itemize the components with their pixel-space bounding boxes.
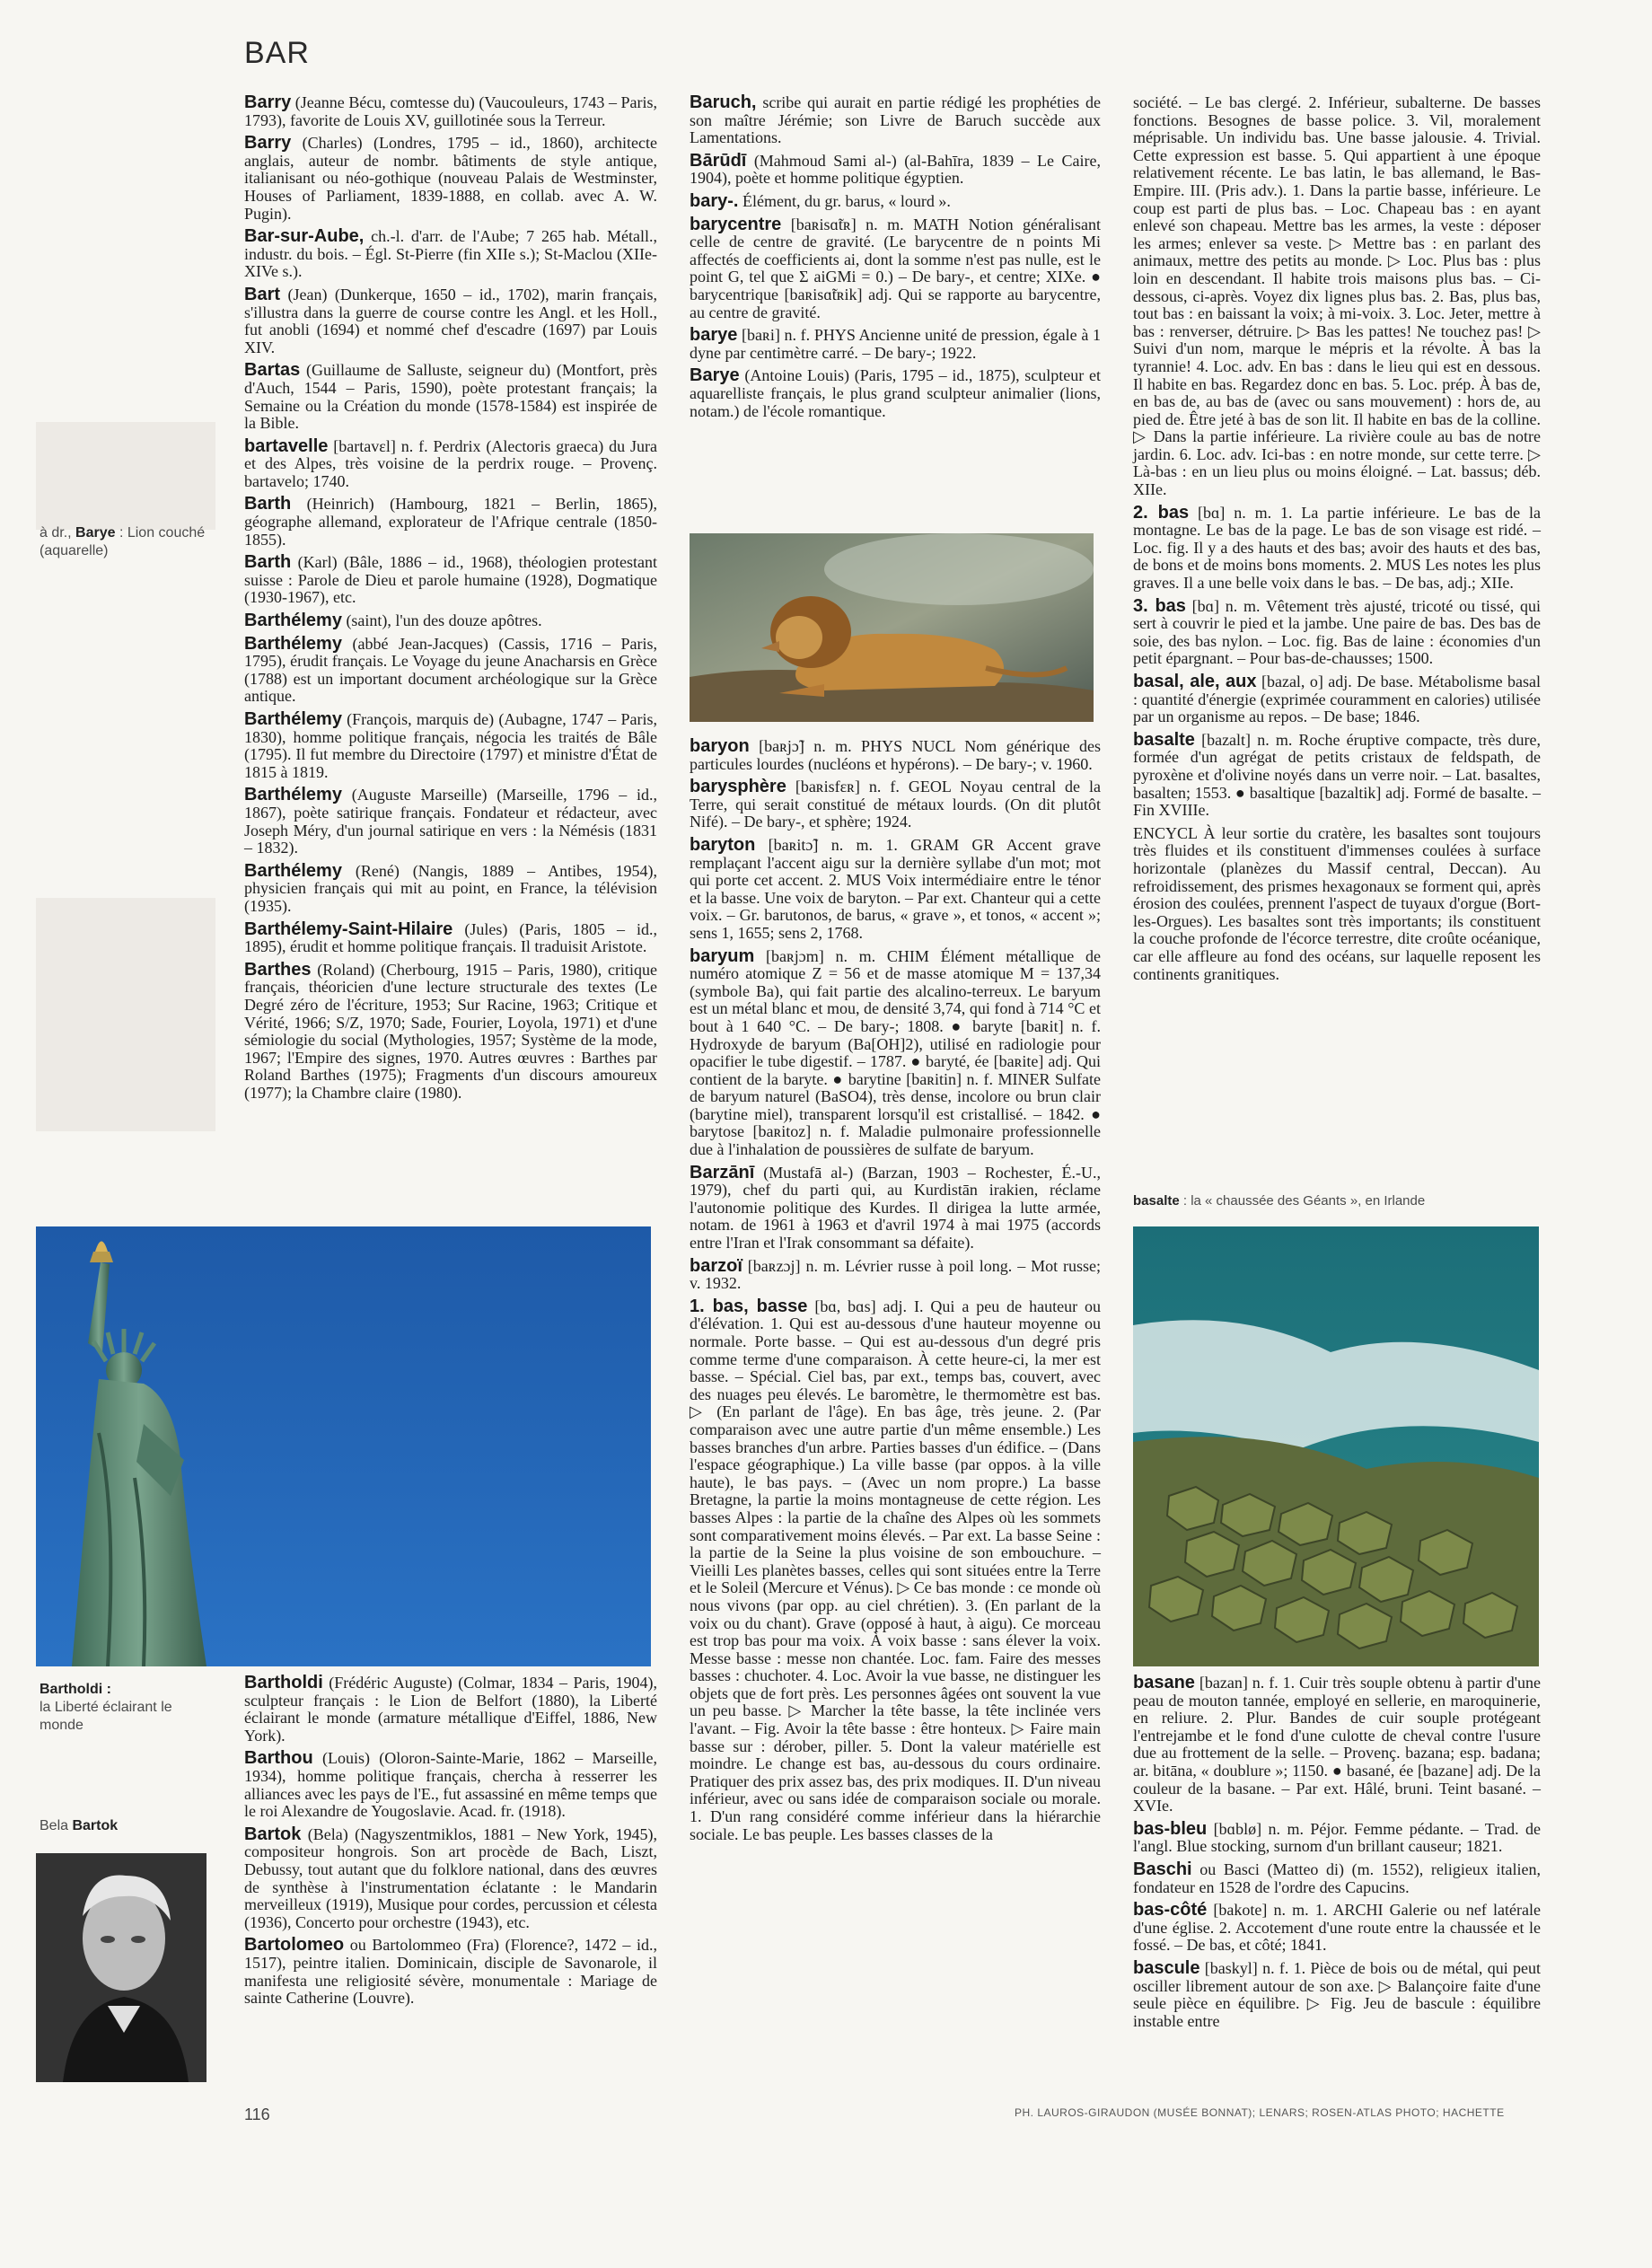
dictionary-entry	[244, 1937, 657, 2007]
dictionary-entry	[690, 367, 1101, 420]
entry-definition: [baskyl] n. f. 1. Pièce de bois ou de métal, qui peut osciller librement autour de son axe. ▷ Balançoire faite d'une seule pièce en équilibre. ▷ Fig. Jeu de bascule : équilibre instable entre	[1133, 1958, 1541, 2030]
statue-of-liberty-image	[36, 1226, 651, 1666]
entry-headword: Bartok	[244, 1824, 302, 1844]
entry-definition: (Frédéric Auguste) (Colmar, 1834 – Paris, 1904), sculpteur français : le Lion de Belfort (1880), la Liberté éclairant le monde (armature métallique d'Eiffel, 1886, New York).	[244, 1674, 657, 1745]
column-2-lower	[690, 738, 1101, 1849]
photo-credits: PH. LAUROS-GIRAUDON (MUSÉE BONNAT); LENARS; ROSEN-ATLAS PHOTO; HACHETTE	[1015, 2106, 1505, 2119]
entry-definition: (Jean) (Dunkerque, 1650 – id., 1702), marin français, s'illustra dans la guerre de course contre les Angl. et les Holl., fut anobli (1694) et nommé chef d'escadre (1697) par Louis XIV.	[244, 285, 657, 356]
entry-definition: (Bela) (Nagyszentmiklos, 1881 – New York, 1945), compositeur hongrois. Son art procède de Bach, Liszt, Debussy, tout autant que du folklore national, dans des œuvres de synthèse à l'instrumentation éclatante : le Mandarin merveilleux (1919), Musique pour cordes, percussion et célesta (1936), Concerto pour orchestre (1943), etc.	[244, 1824, 657, 1931]
entry-headword: Barry	[244, 92, 292, 112]
giants-causeway-image	[1133, 1226, 1539, 1666]
dictionary-entry	[1133, 1675, 1541, 1815]
entry-headword: baryton	[690, 834, 756, 855]
dictionary-entry	[1133, 1957, 1541, 2030]
column-2	[690, 94, 1101, 426]
dictionary-entry	[244, 711, 657, 781]
dictionary-entry	[1133, 825, 1541, 983]
entry-definition: [baʀisfɛʀ] n. f. GEOL Noyau central de la Terre, qui serait constitué de métaux lourds. (On dit plutôt Nifé). – De bary-, et sphère; 1924.	[690, 778, 1101, 831]
entry-headword: Barthélemy	[244, 633, 342, 654]
entry-definition: scribe qui aurait en partie rédigé les prophéties de son maître Jérémie; son Livre de Baruch succède aux Lamentations.	[690, 93, 1101, 147]
entry-definition: (Guillaume de Salluste, seigneur du) (Montfort, près d'Auch, 1544 – Paris, 1590), poète protestant français; la Semaine ou la Création du monde (1578-1584) est inspirée de la Bible.	[244, 361, 657, 433]
dictionary-entry	[690, 216, 1101, 322]
entry-headword: Barthélemy	[244, 709, 342, 729]
entry-definition: (Heinrich) (Hambourg, 1821 – Berlin, 1865), géographe allemand, explorateur de l'Afrique centrale (1850-1855).	[244, 495, 657, 549]
dictionary-entry	[244, 435, 657, 491]
entry-headword: Bartas	[244, 360, 301, 381]
entry-definition: [bɑ] n. m. 1. La partie inférieure. Le bas de la montagne. Le bas de la page. Le bas de son visage est ridé. – Loc. fig. Il y a des hauts et des bas; avoir des hauts et des bas, de bons et de moins bons moments. 2. MUS Les notes les plus graves. Il a une belle voix dans le bas. – De bas, adj.; XIIe.	[1133, 503, 1541, 593]
column-3	[1133, 94, 1541, 989]
entry-headword: Bārūdī	[690, 150, 747, 171]
caption-basalte: basalte : la « chaussée des Géants », en Irlande	[1133, 1193, 1426, 1209]
entry-definition: (Auguste Marseille) (Marseille, 1796 – id., 1867), poète satirique français. Fondateur et rédacteur, avec Joseph Méry, d'un journal satirique en vers : la Némésis (1831 – 1832).	[244, 786, 657, 857]
entry-headword: Barth	[244, 494, 292, 514]
entry-definition: [bazal, o] adj. De base. Métabolisme basal : quantité d'énergie (exprimée couramment en calories) utilisée par un organisme au repos. – De base; 1846.	[1133, 672, 1542, 726]
entry-definition: [bakote] n. m. 1. ARCHI Galerie ou nef latérale d'une église. 2. Accotement d'une route entre la chaussée et le fossé. – De bas, et côté; 1841.	[1133, 1901, 1541, 1955]
entry-headword: 2. bas	[1133, 502, 1190, 523]
dictionary-entry	[244, 921, 657, 956]
entry-headword: Baschi	[1133, 1859, 1192, 1879]
page-header: BAR	[244, 36, 310, 70]
entry-headword: basal, ale, aux	[1133, 672, 1257, 691]
dictionary-entry	[1133, 502, 1541, 593]
dictionary-entry	[1133, 595, 1542, 668]
dictionary-entry	[244, 554, 657, 607]
caption-barye: à dr., Barye : Lion couché (aquarelle)	[40, 525, 206, 558]
dictionary-entry	[244, 228, 657, 281]
dictionary-entry	[1133, 1818, 1541, 1856]
barye-lion-painting-image	[690, 533, 1094, 722]
entry-definition: [bazalt] n. m. Roche éruptive compacte, très dure, formée d'un agrégat de petits cristaux de feldspath, de pyroxène et d'olivine noyés dans un verre noir. – Lat. basaltes, basalten; 1553. ● basaltique [bazaltik] adj. Formé de basalte. – Fin XVIIIe.	[1133, 730, 1541, 820]
entry-headword: Barthélemy-Saint-Hilaire	[244, 919, 453, 939]
entry-headword: bascule	[1133, 1957, 1200, 1978]
entry-headword: Barthes	[244, 959, 312, 980]
entry-headword: Bartholdi	[244, 1673, 323, 1692]
entry-definition: (saint), l'un des douze apôtres.	[341, 611, 542, 630]
entry-definition: (abbé Jean-Jacques) (Cassis, 1716 – Paris, 1795), érudit français. Le Voyage du jeune Anacharsis en Grèce (1788) est un important document archéologique sur la Grèce antique.	[244, 634, 657, 706]
dictionary-entry	[690, 327, 1101, 362]
dictionary-entry	[1133, 673, 1541, 726]
entry-headword: Bar-sur-Aube,	[244, 226, 365, 247]
entry-headword: Barzānī	[690, 1162, 755, 1182]
entry-definition: (Mahmoud Sami al-) (al-Bahīra, 1839 – Le Caire, 1904), poète et homme politique égyptien.	[690, 151, 1101, 188]
entry-headword: basalte	[1133, 729, 1195, 750]
dictionary-entry	[244, 1750, 657, 1820]
entry-definition: [baʀjɔ̃] n. m. PHYS NUCL Nom générique des particules lourdes (nucléons et hypérons). – De bary-; v. 1960.	[690, 737, 1101, 773]
entry-definition: [bɑblø] n. m. Péjor. Femme pédante. – Trad. de l'angl. Blue stocking, surnom d'un brillant causeur; 1821.	[1133, 1819, 1541, 1856]
entry-definition: ou Bartolommeo (Fra) (Florence?, 1472 – id., 1517), peintre italien. Dominicain, disciple de Savonarole, il manifesta une religiosité sévère, monumentale : Mariage de sainte Catherine (Louvre).	[244, 1936, 657, 2008]
entry-definition: (Jeanne Bécu, comtesse du) (Vaucouleurs, 1743 – Paris, 1793), favorite de Louis XV, guillotinée sous la Terreur.	[244, 93, 657, 129]
dictionary-entry	[1133, 1861, 1541, 1896]
entry-headword: Baruch,	[690, 92, 757, 112]
entry-definition: [bazan] n. f. 1. Cuir très souple obtenu à partir d'une peau de mouton tannée, employé en sellerie, en maroquinerie, en reliure. 2. Plur. Bandes de cuir souple protégeant l'entrejambe et le fond d'une culotte de cheval contre l'usure due au frottement de la selle. – Provenç. bazana; esp. badana; ar. bitāna, « doublure »; 1150. ● basané, ée [bazane] adj. De la couleur de la basane. – Par ext. Hâlé, bruni. Teint basané. – XVIe.	[1133, 1674, 1541, 1815]
dictionary-entry	[244, 94, 657, 129]
dictionary-entry	[244, 860, 657, 916]
entry-definition: [baʀitɔ̃] n. m. 1. GRAM GR Accent grave remplaçant l'accent aigu sur la dernière syllabe d'un mot; mot qui porte cet accent. 2. MUS Voix intermédiaire entre le ténor et la basse. Une voix de baryton. – Par ext. Chanteur qui a cette voix. – Gr. barutonos, de barus, « grave », et tonos, « accent »; sens 1, 1655; sens 2, 1768.	[690, 835, 1101, 942]
dictionary-entry	[690, 1255, 1101, 1293]
dictionary-entry	[244, 286, 657, 356]
page-number: 116	[244, 2105, 270, 2123]
entry-headword: Bart	[244, 284, 281, 304]
entry-definition: ou Basci (Matteo di) (m. 1552), religieux italien, fondateur en 1528 de l'ordre des Capucins.	[1133, 1859, 1541, 1896]
entry-headword: barycentre	[690, 214, 782, 234]
bleed-through-shadow	[36, 898, 215, 1131]
column-1	[244, 94, 657, 1107]
entry-definition: ENCYCL À leur sortie du cratère, les basaltes sont toujours très fluides et ils constituent d'immenses coulées à surface horizontale (planèzes du Massif central, Deccan). Au refroidissement, des prismes hexagonaux se forment qui, après érosion des coulées, prennent l'aspect de tuyaux d'orgue (Bort-les-Orgues). Les basaltes sont très importants; ils constituent la couche profonde de l'écorce terrestre, dite croûte océanique, car elle affleure au fond des océans, sur laquelle reposent les continents granitiques.	[1133, 823, 1541, 983]
entry-definition: Élément, du gr. barus, « lourd ».	[738, 191, 951, 210]
bleed-through-shadow	[36, 422, 215, 530]
dictionary-entry	[690, 945, 1101, 1159]
entry-headword: barysphère	[690, 777, 786, 797]
dictionary-entry	[690, 94, 1101, 147]
dictionary-entry	[244, 1675, 657, 1745]
entry-definition: [baʀi] n. f. PHYS Ancienne unité de pression, égale à 1 dyne par centimètre carré. – De bary-; 1922.	[690, 326, 1101, 362]
dictionary-entry	[690, 1298, 1101, 1843]
entry-headword: bas-côté	[1133, 1900, 1208, 1921]
entry-definition: (René) (Nangis, 1889 – Antibes, 1954), physicien français qui mit au point, en France, la télévision (1935).	[244, 861, 657, 915]
dictionary-entry	[244, 633, 657, 706]
bartok-portrait-image	[36, 1853, 206, 2082]
dictionary-entry	[244, 787, 657, 857]
entry-definition: (Louis) (Oloron-Sainte-Marie, 1862 – Marseille, 1934), homme politique français, chercha à resserrer les alliances avec les pays de l'E., fut assassiné en même temps que le roi Alexandre de Yougoslavie. Acad. fr. (1918).	[244, 1749, 657, 1821]
dictionary-entry	[690, 778, 1101, 831]
entry-headword: barye	[690, 325, 738, 346]
entry-headword: Barthou	[244, 1748, 313, 1769]
dictionary-entry	[244, 959, 657, 1103]
dictionary-entry	[690, 834, 1101, 943]
caption-bartok: Bela Bartok	[40, 1818, 119, 1833]
dictionary-entry	[244, 612, 657, 630]
entry-headword: 1. bas, basse	[690, 1296, 808, 1316]
dictionary-entry	[244, 362, 657, 432]
dictionary-entry	[690, 738, 1101, 773]
dictionary-entry	[690, 190, 1101, 211]
entry-headword: Barye	[690, 365, 740, 386]
entry-headword: basane	[1133, 1673, 1195, 1692]
entry-definition: (Jules) (Paris, 1805 – id., 1895), érudit et homme politique français. Il traduisit Aristote.	[244, 919, 657, 956]
entry-definition: [bɑ] n. m. Vêtement très ajusté, tricoté ou tissé, qui sert à couvrir le pied et la jambe. Une paire de bas. Des bas de soie, des bas nylon. – Loc. fig. Bas de laine : économies d'un petit épargnant. – Pour bas-de-chausses; 1500.	[1133, 596, 1542, 668]
entry-definition: ch.-l. d'arr. de l'Aube; 7 265 hab. Métall., industr. du bois. – Égl. St-Pierre (fin XIIe s.); St-Maclou (XIIe-XIVe s.).	[244, 227, 657, 281]
entry-definition: [baʀzɔj] n. m. Lévrier russe à poil long. – Mot russe; v. 1932.	[690, 1256, 1101, 1293]
entry-headword: baryum	[690, 945, 755, 966]
dictionary-entry	[690, 1162, 1101, 1253]
entry-headword: bas-bleu	[1133, 1818, 1208, 1839]
entry-headword: bary-.	[690, 190, 739, 211]
column-3-lower	[1133, 1675, 1541, 2035]
dictionary-entry	[1133, 94, 1541, 499]
entry-definition: [bɑ, bɑs] adj. I. Qui a peu de hauteur ou d'élévation. 1. Qui est au-dessous d'une hauteur moyenne ou normale. Porte basse. – Qui est au-dessous d'un degré pris comme terme d'une comparaison. À cette heure-ci, la mer est basse. – Spécial. Ciel bas, par ext., temps bas, couvert, avec des nuages peu élevés. Le baromètre, le thermomètre est bas. ▷ (En parlant de l'âge). En bas âge, très jeune. 2. (Par comparaison avec une autre partie d'un même ensemble.) Les basses branches d'un arbre. Parties basses d'un édifice. – (Dans l'espace géographique.) La ville basse (par oppos. à la ville haute), le bas pays. – (Avec un nom propre.) La basse Bretagne, la partie la moins montagneuse de cette région. Les basses Alpes : la partie de la chaîne des Alpes où les sommets sont comparativement moins élevés. – Par ext. La basse Seine : la partie de la Seine la plus voisine de son embouchure. – Vieilli Les planètes basses, celles qui sont situées entre la Terre et le Soleil (Mercure et Vénus). ▷ Ce bas monde : ce monde où nous vivons (par opp. au ciel chrétien). 3. (En parlant de la voix ou du chant). Grave (opposé à haut, à aigu). Ce morceau est trop bas pour ma voix. À voix basse : sans élever la voix. Messe basse : messe non chantée. Loc. fam. Faire des messes basses : chuchoter. 4. Loc. Avoir la vue basse, ne distinguer les objets que de fort près. Les personnes âgées ont souvent la vue un peu basse. ▷ Marcher la tête basse, la tête inclinée vers l'avant. – Fig. Avoir la tête basse : être honteux. ▷ Faire main basse sur : dérober, piller. 5. Dont la valeur matérielle est moindre. Le change est bas, au-dessous du cours ordinaire. Pratiquer des prix assez bas, des prix modiques. II. D'un niveau inférieur, avec ou sans idée de comparaison sociale ou morale. 1. D'un rang considéré comme inférieur dans la hiérarchie sociale. Le bas peuple. Les basses classes de la	[690, 1297, 1102, 1843]
entry-definition: (Roland) (Cherbourg, 1915 – Paris, 1980), critique français, théoricien d'une lecture structurale des textes (Le Degré zéro de l'écriture, 1953; Sur Racine, 1963; Critique et Vérité, 1966; S/Z, 1970; Sade, Fourier, Loyola, 1971) et d'une sémiologie du social (Mythologies, 1957; Système de la mode, 1967; l'Empire des signes, 1970. Autres œuvres : Barthes par Roland Barthes (1975); Fragments d'un discours amoureux (1977); la Chambre claire (1980).	[244, 960, 657, 1102]
dictionary-entry	[1133, 1902, 1541, 1955]
entry-definition: (Mustafā al-) (Barzan, 1903 – Rochester, É.-U., 1979), chef du parti qui, au Kurdistān irakien, réclame l'autonomie politique des Kurdes. Il dirigea la lutte armée, notam. de 1961 à 1963 et d'avril 1974 à mai 1975 (accords entre l'Iran et l'Irak consommant sa défaite).	[690, 1163, 1101, 1253]
entry-headword: barzoï	[690, 1255, 743, 1276]
column-1-lower	[244, 1675, 657, 2013]
entry-definition: (Charles) (Londres, 1795 – id., 1860), architecte anglais, auteur de nombr. bâtiments de style antique, italianisant ou néo-gothique (nouveau Palais de Westminster, Houses of Parliament, 1839-1888, en collab. avec A. W. Pugin).	[244, 134, 657, 223]
entry-headword: 3. bas	[1133, 595, 1186, 616]
entry-headword: baryon	[690, 736, 750, 756]
entry-headword: Barthélemy	[244, 611, 342, 631]
entry-headword: Barthélemy	[244, 860, 342, 881]
entry-definition: [baʀisɑ̃tʀ] n. m. MATH Notion généralisant celle de centre de gravité. (Le barycentre de n points Mi affectés de coefficients ai, dont la somme n'est pas nulle, est le point G, tel que Σ aiGMi = 0.) – De bary-, et centre; XIXe. ● barycentrique [baʀisɑ̃tʀik] adj. Qui se rapporte au barycentre, au centre de gravité.	[690, 215, 1101, 321]
dictionary-entry	[1133, 729, 1541, 820]
entry-headword: bartavelle	[244, 435, 329, 456]
entry-headword: Bartolomeo	[244, 1935, 345, 1956]
dictionary-entry	[244, 135, 657, 223]
entry-definition: (Antoine Louis) (Paris, 1795 – id., 1875), sculpteur et aquarelliste français, le plus grand sculpteur animalier (lions, notam.) de l'école romantique.	[690, 366, 1101, 420]
caption-bartholdi: Bartholdi : la Liberté éclairant le monde	[40, 1682, 172, 1733]
dictionary-entry	[690, 150, 1101, 188]
dictionary-entry	[244, 496, 657, 549]
dictionary-entry	[244, 1826, 657, 1932]
entry-definition: société. – Le bas clergé. 2. Inférieur, subalterne. De basses fonctions. Besognes de basse police. 3. Vil, moralement méprisable. Un individu bas. Une basse jalousie. 4. Trivial. Cette expression est basse. 5. Qui appartient à une époque relativement récente. Le bas latin, le bas allemand, le Bas-Empire. III. (Pris adv.). 1. Dans la partie basse, inférieure. Le coup est parti de plus bas. – Loc. Chapeau bas : en ayant enlevé son chapeau. Mettre bas les armes, la veste : déposer les armes; enlever sa veste. ▷ Mettre bas : en parlant des animaux, mettre des petits au monde. ▷ Loc. Plus bas : plus loin en descendant. Il habite trois maisons plus bas. – Ci-dessous, ci-après. Voyez dix lignes plus bas. 2. Bas, plus bas, tout bas : en baissant la voix; à mi-voix. 3. Loc. Jeter, mettre à bas : renverser, détruire. ▷ Bas les pattes! Ne touchez pas! ▷ Suivi d'un nom, marque le mépris et la révolte. À bas la tyrannie! 4. Loc. adv. En bas : dans le lieu qui est en dessous. Il habite en bas. Regardez donc en bas. 5. Loc. prép. À bas de, en bas de, au bas de (avec ou sans mouvement) : hors de, au pied de. Être jeté à bas de son lit. Il habite en bas de la colline. ▷ Dans la partie inférieure. La rivière coule au bas de notre jardin. 6. Loc. adv. Ici-bas : en notre monde, sur cette terre. ▷ Là-bas : en un lieu plus ou moins éloigné. – Lat. bassus; déb. XIIe.	[1133, 93, 1541, 499]
entry-definition: (François, marquis de) (Aubagne, 1747 – Paris, 1830), homme politique français, négocia les traités de Bâle (1795). Il fut membre du Directoire (1797) et ministre d'État de 1815 à 1819.	[244, 710, 657, 781]
entry-headword: Barth	[244, 552, 292, 573]
entry-definition: (Karl) (Bâle, 1886 – id., 1968), théologien protestant suisse : Parole de Dieu et parole humaine (1928), Dogmatique (1930-1967), etc.	[244, 553, 657, 607]
entry-headword: Barthélemy	[244, 785, 342, 805]
entry-definition: [baʀjɔm] n. m. CHIM Élément métallique de numéro atomique Z = 56 et de masse atomique M = 137,34 (symbole Ba), qui fait partie des alcalino-terreux. Le baryum est un métal blanc et mou, de densité 3,74, qui fond à 714 °C et bout à 1 640 °C. – De bary-; 1808. ● baryte [baʀit] n. f. Hydroxyde de baryum (Ba[OH]2), utilisé en radiologie pour opacifier le tube digestif. – 1787. ● baryté, ée [baʀite] adj. Qui contient de la baryte. ● barytine [baʀitin] n. f. MINER Sulfate de baryum naturel (BaSO4), très dense, incolore ou brun clair (barytine miel), transparent lorsqu'il est cristallisé. – 1842. ● barytose [baʀitoz] n. f. Maladie pulmonaire professionnelle due à l'inhalation de poussières de sulfate de baryum.	[690, 946, 1101, 1159]
entry-headword: Barry	[244, 133, 292, 154]
entry-definition: [bartavɛl] n. f. Perdrix (Alectoris graeca) du Jura et des Alpes, très voisine de la perdrix rouge. – Provenç. bartavelo; 1740.	[244, 436, 657, 490]
